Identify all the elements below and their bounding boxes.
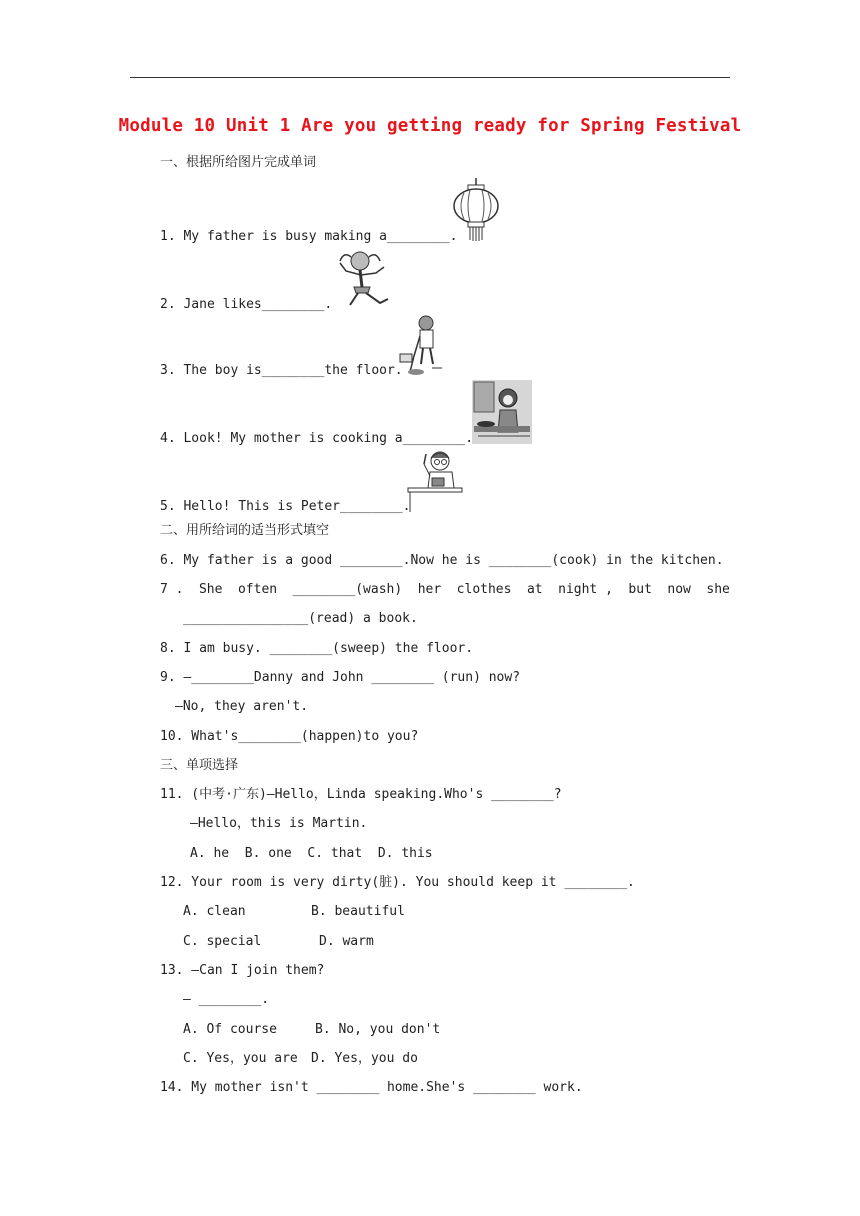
question-12-option-a: A. clean	[183, 904, 246, 919]
question-10: 10. What's________(happen)to you?	[160, 729, 419, 744]
question-13-line-1: 13. —Can I join them?	[160, 963, 325, 978]
question-11-line-1: 11. (中考·广东)—Hello，Linda speaking.Who's ________?	[160, 787, 562, 802]
word: night ,	[558, 582, 613, 597]
word: her	[417, 582, 442, 597]
word: often	[237, 582, 278, 597]
question-2: 2. Jane likes________.	[160, 297, 333, 312]
word: at	[526, 582, 543, 597]
word: She	[198, 582, 223, 597]
cooking-mother-icon	[472, 380, 532, 444]
word: now	[667, 582, 691, 597]
dancing-girl-icon	[332, 247, 394, 309]
question-12-option-c: C. special	[183, 934, 262, 949]
question-11-options: A. he B. one C. that D. this	[190, 846, 433, 861]
question-7-line-1	[160, 581, 730, 599]
question-12-option-b: B. beautiful	[311, 904, 405, 919]
question-1: 1. My father is busy making a________.	[160, 229, 458, 244]
question-13-option-b: B. No, you don't	[315, 1022, 441, 1037]
question-6: 6. My father is a good ________.Now he is ________(cook) in the kitchen.	[160, 553, 724, 568]
question-5: 5. Hello! This is Peter________.	[160, 499, 411, 514]
word: ________(wash)	[292, 582, 403, 597]
question-8: 8. I am busy. ________(sweep) the floor.	[160, 641, 474, 656]
section-heading-3: 三、单项选择	[160, 758, 239, 773]
sweeping-boy-icon	[396, 314, 446, 378]
question-3: 3. The boy is________the floor.	[160, 363, 403, 378]
question-11-line-2: —Hello，this is Martin.	[190, 816, 368, 831]
section-heading-2: 二、用所给词的适当形式填空	[160, 523, 330, 538]
section-heading-1: 一、根据所给图片完成单词	[160, 155, 317, 170]
page-title: Module 10 Unit 1 Are you getting ready for Spring Festival	[118, 116, 742, 136]
question-13-option-a: A. Of course	[183, 1022, 277, 1037]
question-12-line-1: 12. Your room is very dirty(脏). You should keep it ________.	[160, 875, 635, 890]
lantern-icon	[450, 178, 502, 242]
word: she	[706, 582, 730, 597]
question-7-line-2: ________________(read) a book.	[183, 611, 418, 626]
question-12-option-d: D. warm	[319, 934, 374, 949]
question-13-option-c: C. Yes，you are	[183, 1051, 298, 1066]
word: 7 .	[160, 582, 184, 597]
question-14: 14. My mother isn't ________ home.She's ________ work.	[160, 1080, 583, 1095]
question-13-option-d: D. Yes，you do	[311, 1051, 418, 1066]
header-rule	[130, 77, 730, 78]
boy-at-desk-icon	[404, 446, 464, 512]
question-4: 4. Look! My mother is cooking a________.	[160, 431, 474, 446]
word: but	[628, 582, 652, 597]
word: clothes	[456, 582, 512, 597]
question-13-line-2: — ________.	[183, 992, 270, 1007]
question-9-line-2: —No, they aren't.	[175, 699, 309, 714]
question-9-line-1: 9. —________Danny and John ________ (run) now?	[160, 670, 521, 685]
